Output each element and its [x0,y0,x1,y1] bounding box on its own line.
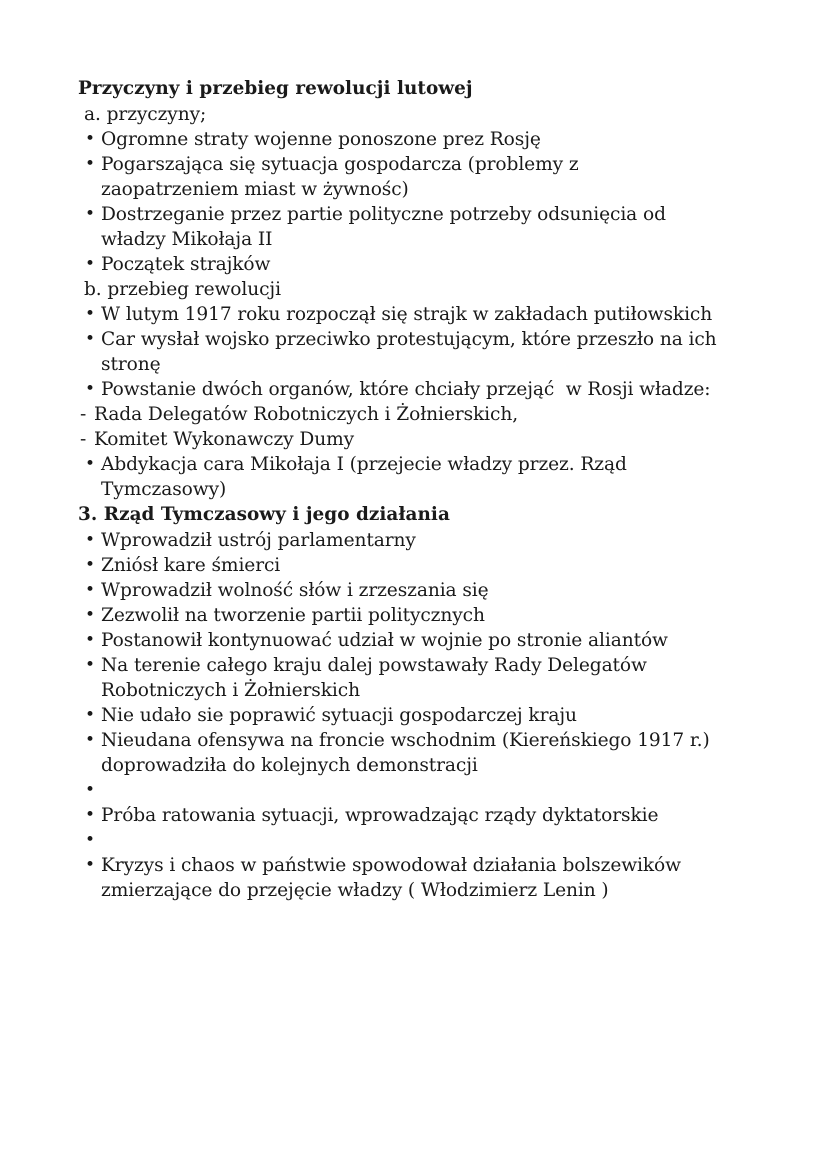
bullet-item-text: Postanowił kontynuować udział w wojnie po stronie aliantów [101,630,668,651]
bullet-item-text: Pogarszająca się sytuacja gospodarcza (problemy z [101,154,579,175]
bullet-marker-icon: • [85,129,95,149]
bullet-item [85,828,768,853]
bullet-item [85,327,768,352]
bullet-item [85,853,768,878]
bullet-item-text [101,778,768,803]
bullet-item [85,252,768,277]
bullet-item [85,528,768,553]
bullet-item [85,202,768,227]
bullet-item-text: W lutym 1917 roku rozpoczął się strajk w zakładach putiłowskich [101,304,713,325]
bullet-item [85,628,768,653]
bullet-marker-icon: • [85,580,95,600]
bullet-marker-icon: • [85,655,95,675]
bullet-item [85,152,768,177]
document-body [78,76,768,903]
bullet-item [85,302,768,327]
bullet-marker-icon: • [85,780,95,800]
bullet-item [85,578,768,603]
continuation-line: doprowadziła do kolejnych demonstracji [101,755,478,776]
bullet-marker-icon: • [85,254,95,274]
bullet-item-text [101,828,768,853]
bullet-item-text: Na terenie całego kraju dalej powstawały Rady Delegatów [101,655,647,676]
bullet-item-text: Kryzys i chaos w państwie spowodował działania bolszewików [101,855,681,876]
bullet-marker-icon: • [85,379,95,399]
bullet-item [85,803,768,828]
dash-item-text: Komitet Wykonawczy Dumy [94,429,355,450]
bullet-item [85,653,768,678]
bullet-item-text: Dostrzeganie przez partie polityczne potrzeby odsunięcia od [101,204,666,225]
bullet-marker-icon: • [85,304,95,324]
bullet-item [85,553,768,578]
dash-marker-icon: - [80,404,87,425]
bullet-item [85,127,768,152]
continuation-line: Tymczasowy) [101,479,227,500]
bullet-marker-icon: • [85,454,95,474]
bullet-item-text: Zniósł kare śmierci [101,555,281,576]
section-heading: Przyczyny i przebieg rewolucji lutowej [78,78,473,99]
continuation-line: zmierzające do przejęcie władzy ( Włodzimierz Lenin ) [101,880,609,901]
bullet-item-text: Wprowadził wolność słów i zrzeszania się [101,580,489,601]
bullet-item-text: Powstanie dwóch organów, które chciały przejąć w Rosji władze: [101,379,711,400]
bullet-item [85,377,768,402]
continuation-line: zaopatrzeniem miast w żywnośc) [101,179,409,200]
bullet-item [85,452,768,477]
bullet-marker-icon: • [85,605,95,625]
bullet-item-text: Abdykacja cara Mikołaja I (przejecie władzy przez. Rząd [101,454,627,475]
continuation-line: stronę [101,354,161,375]
bullet-item-text: Car wysłał wojsko przeciwko protestującym, które przeszło na ich [101,329,717,350]
bullet-item-text: Początek strajków [101,254,271,275]
bullet-item-text: Próba ratowania sytuacji, wprowadzając rządy dyktatorskie [101,805,659,826]
bullet-marker-icon: • [85,204,95,224]
dash-marker-icon: - [80,429,87,450]
bullet-marker-icon: • [85,855,95,875]
section-heading: 3. Rząd Tymczasowy i jego działania [78,504,450,525]
bullet-item-text: Wprowadził ustrój parlamentarny [101,530,416,551]
sub-section-label: b. przebieg rewolucji [84,279,281,300]
bullet-marker-icon: • [85,830,95,850]
bullet-item-text: Nieudana ofensywa na froncie wschodnim (Kiereńskiego 1917 r.) [101,730,710,751]
bullet-marker-icon: • [85,630,95,650]
bullet-marker-icon: • [85,555,95,575]
bullet-item-text: Nie udało sie poprawić sytuacji gospodarczej kraju [101,705,577,726]
bullet-item-text: Ogromne straty wojenne ponoszone prez Rosję [101,129,541,150]
bullet-item-text: Zezwolił na tworzenie partii politycznych [101,605,485,626]
dash-item-text: Rada Delegatów Robotniczych i Żołnierskich, [94,404,519,425]
bullet-marker-icon: • [85,154,95,174]
bullet-marker-icon: • [85,530,95,550]
dash-item [80,402,768,427]
continuation-line: władzy Mikołaja II [101,229,273,250]
continuation-line: Robotniczych i Żołnierskich [101,680,360,701]
dash-item [80,427,768,452]
bullet-marker-icon: • [85,329,95,349]
bullet-item [85,778,768,803]
bullet-marker-icon: • [85,805,95,825]
sub-section-label: a. przyczyny; [84,104,207,125]
bullet-marker-icon: • [85,730,95,750]
bullet-item [85,603,768,628]
bullet-marker-icon: • [85,705,95,725]
bullet-item [85,703,768,728]
bullet-item [85,728,768,753]
